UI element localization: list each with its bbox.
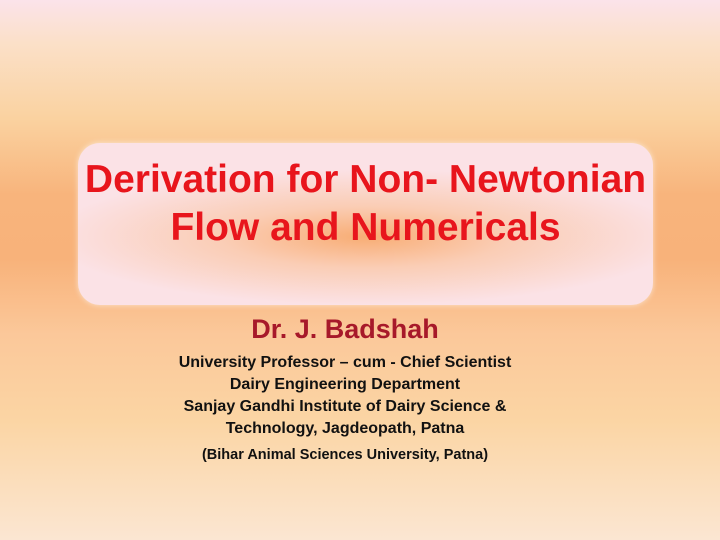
- title-line-1: Derivation for Non- Newtonian: [84, 158, 647, 201]
- author-block: [0, 312, 690, 466]
- university: (Bihar Animal Sciences University, Patna): [201, 447, 489, 463]
- title-line-2: Flow and Numericals: [170, 206, 561, 249]
- author-name: Dr. J. Badshah: [251, 314, 439, 344]
- title-box: [78, 143, 653, 305]
- institute-line-2: Technology, Jagdeopath, Patna: [225, 420, 465, 437]
- author-department: Dairy Engineering Department: [229, 376, 461, 393]
- slide-title: [78, 156, 653, 252]
- institute-line-1: Sanjay Gandhi Institute of Dairy Science &: [183, 398, 507, 415]
- author-position: University Professor – cum - Chief Scientist: [178, 354, 512, 371]
